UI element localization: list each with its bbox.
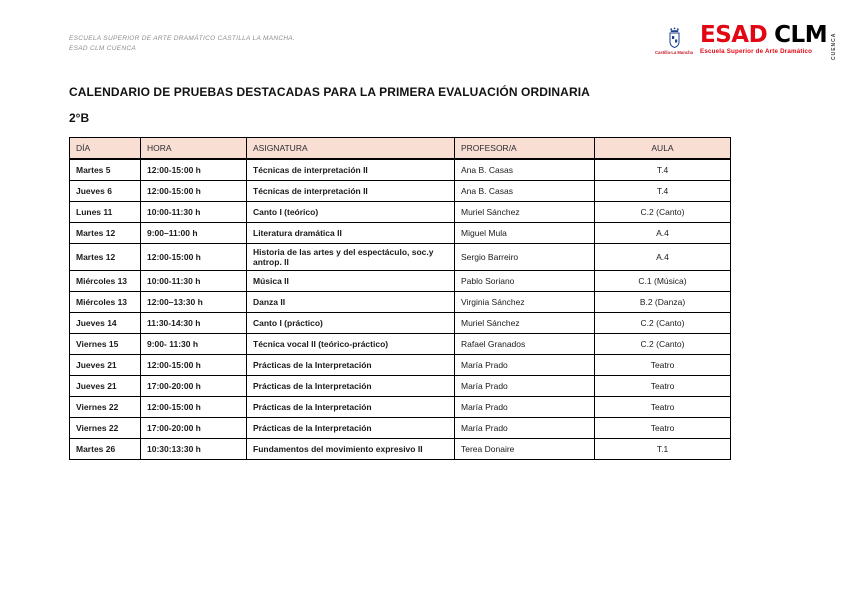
- table-row: [70, 376, 731, 397]
- professor-cell: Rafael Granados: [455, 334, 595, 355]
- professor-cell: Muriel Sánchez: [455, 202, 595, 223]
- castilla-la-mancha-shield-icon: [667, 27, 682, 49]
- time-cell: 12:00-15:00 h: [141, 397, 247, 418]
- time-cell: 17:00-20:00 h: [141, 418, 247, 439]
- room-cell: Teatro: [595, 418, 731, 439]
- room-cell: A.4: [595, 244, 731, 271]
- subject-cell: Canto I (práctico): [247, 313, 455, 334]
- page-title: CALENDARIO DE PRUEBAS DESTACADAS PARA LA PRIMERA EVALUACIÓN ORDINARIA: [69, 85, 590, 99]
- subject-cell: Historia de las artes y del espectáculo, soc.y antrop. II: [247, 244, 455, 271]
- day-cell: Jueves 14: [70, 313, 141, 334]
- time-cell: 10:00-11:30 h: [141, 271, 247, 292]
- time-cell: 12:00-15:00 h: [141, 181, 247, 202]
- subject-cell: Literatura dramática II: [247, 223, 455, 244]
- day-cell: Viernes 22: [70, 397, 141, 418]
- time-cell: 12:00-15:00 h: [141, 355, 247, 376]
- subject-cell: Prácticas de la Interpretación: [247, 376, 455, 397]
- room-cell: C.2 (Canto): [595, 202, 731, 223]
- time-cell: 9:00- 11:30 h: [141, 334, 247, 355]
- professor-cell: Virginia Sánchez: [455, 292, 595, 313]
- room-cell: C.2 (Canto): [595, 313, 731, 334]
- table-row: [70, 159, 731, 181]
- subject-cell: Canto I (teórico): [247, 202, 455, 223]
- time-cell: 10:00-11:30 h: [141, 202, 247, 223]
- subject-cell: Técnicas de interpretación II: [247, 181, 455, 202]
- logo-subtitle: Escuela Superior de Arte Dramático: [700, 48, 813, 55]
- room-cell: Teatro: [595, 376, 731, 397]
- professor-cell: María Prado: [455, 376, 595, 397]
- day-cell: Viernes 22: [70, 418, 141, 439]
- letterhead: [69, 34, 295, 54]
- table-row: [70, 397, 731, 418]
- logo-name-clm: CLM: [774, 22, 828, 48]
- day-cell: Jueves 21: [70, 355, 141, 376]
- column-header-aula: AULA: [595, 138, 731, 160]
- time-cell: 9:00–11:00 h: [141, 223, 247, 244]
- table-row: [70, 271, 731, 292]
- subject-cell: Fundamentos del movimiento expresivo II: [247, 439, 455, 460]
- room-cell: T.4: [595, 159, 731, 181]
- professor-cell: María Prado: [455, 397, 595, 418]
- room-cell: C.2 (Canto): [595, 334, 731, 355]
- day-cell: Viernes 15: [70, 334, 141, 355]
- time-cell: 17:00-20:00 h: [141, 376, 247, 397]
- professor-cell: Ana B. Casas: [455, 181, 595, 202]
- emblem-caption: Castilla-La Mancha: [655, 50, 693, 55]
- professor-cell: Terea Donaire: [455, 439, 595, 460]
- room-cell: T.4: [595, 181, 731, 202]
- day-cell: Miércoles 13: [70, 271, 141, 292]
- column-header-hora: HORA: [141, 138, 247, 160]
- subject-cell: Técnicas de interpretación II: [247, 159, 455, 181]
- letterhead-line1: ESCUELA SUPERIOR DE ARTE DRAMÁTICO CASTILLA LA MANCHA.: [69, 35, 296, 42]
- professor-cell: María Prado: [455, 355, 595, 376]
- table-row: [70, 181, 731, 202]
- subject-cell: Danza II: [247, 292, 455, 313]
- table-row: [70, 292, 731, 313]
- time-cell: 10:30:13:30 h: [141, 439, 247, 460]
- castilla-la-mancha-emblem: [655, 27, 693, 55]
- day-cell: Miércoles 13: [70, 292, 141, 313]
- subject-cell: Prácticas de la Interpretación: [247, 397, 455, 418]
- table-row: [70, 418, 731, 439]
- time-cell: 11:30-14:30 h: [141, 313, 247, 334]
- day-cell: Jueves 21: [70, 376, 141, 397]
- table-row: [70, 202, 731, 223]
- room-cell: Teatro: [595, 397, 731, 418]
- esad-clm-logo: [655, 24, 837, 60]
- professor-cell: María Prado: [455, 418, 595, 439]
- professor-cell: Sergio Barreiro: [455, 244, 595, 271]
- subject-cell: Prácticas de la Interpretación: [247, 355, 455, 376]
- day-cell: Martes 5: [70, 159, 141, 181]
- day-cell: Martes 12: [70, 223, 141, 244]
- time-cell: 12:00-15:00 h: [141, 159, 247, 181]
- column-header-profesor: PROFESOR/A: [455, 138, 595, 160]
- logo-name-esad: ESAD: [700, 22, 768, 48]
- subject-cell: Técnica vocal II (teórico-práctico): [247, 334, 455, 355]
- day-cell: Jueves 6: [70, 181, 141, 202]
- room-cell: Teatro: [595, 355, 731, 376]
- professor-cell: Ana B. Casas: [455, 159, 595, 181]
- group-label: 2°B: [69, 111, 90, 125]
- professor-cell: Muriel Sánchez: [455, 313, 595, 334]
- table-row: [70, 355, 731, 376]
- table-row: [70, 334, 731, 355]
- table-row: [70, 223, 731, 244]
- day-cell: Martes 26: [70, 439, 141, 460]
- room-cell: A.4: [595, 223, 731, 244]
- professor-cell: Pablo Soriano: [455, 271, 595, 292]
- day-cell: Martes 12: [70, 244, 141, 271]
- table-header-row: [70, 138, 731, 160]
- room-cell: B.2 (Danza): [595, 292, 731, 313]
- subject-cell: Música II: [247, 271, 455, 292]
- table-row: [70, 439, 731, 460]
- day-cell: Lunes 11: [70, 202, 141, 223]
- table-row: [70, 313, 731, 334]
- column-header-dia: DÍA: [70, 138, 141, 160]
- professor-cell: Miguel Mula: [455, 223, 595, 244]
- subject-cell: Prácticas de la Interpretación: [247, 418, 455, 439]
- table-row: [70, 244, 731, 271]
- time-cell: 12:00–13:30 h: [141, 292, 247, 313]
- schedule-table-body: [70, 159, 731, 460]
- logo-wordmark: [700, 24, 827, 55]
- room-cell: T.1: [595, 439, 731, 460]
- time-cell: 12:00-15:00 h: [141, 244, 247, 271]
- room-cell: C.1 (Música): [595, 271, 731, 292]
- exam-schedule-table: [69, 137, 731, 460]
- letterhead-line2: ESAD CLM CUENCA: [69, 45, 136, 52]
- logo-name: [700, 24, 827, 47]
- logo-vertical-city: CUENCA: [831, 32, 838, 60]
- column-header-asignatura: ASIGNATURA: [247, 138, 455, 160]
